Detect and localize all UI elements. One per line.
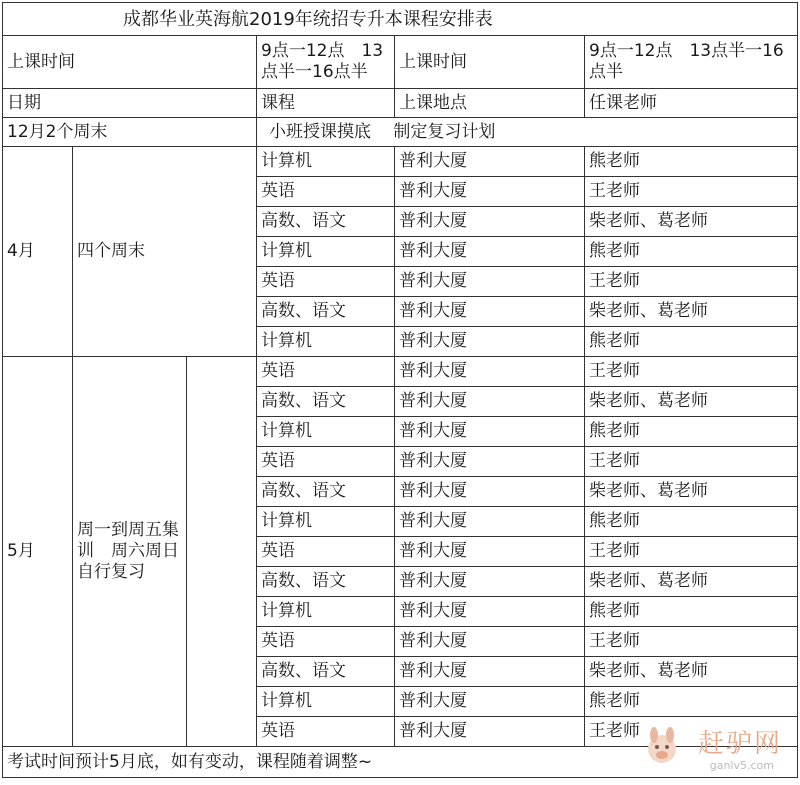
course-cell: 英语: [257, 267, 395, 297]
location-cell: 普利大厦: [395, 267, 585, 297]
teacher-cell: 柴老师、葛老师: [585, 477, 798, 507]
schedule-table: [2, 2, 798, 778]
teacher-cell: 柴老师、葛老师: [585, 207, 798, 237]
december-note: 小班授课摸底 制定复习计划: [257, 118, 798, 147]
location-cell: 普利大厦: [395, 477, 585, 507]
course-cell: 英语: [257, 447, 395, 477]
location-cell: 普利大厦: [395, 177, 585, 207]
course-row: [3, 147, 798, 177]
teacher-cell: 熊老师: [585, 147, 798, 177]
course-cell: 计算机: [257, 507, 395, 537]
teacher-cell: 熊老师: [585, 237, 798, 267]
teacher-cell: 王老师: [585, 627, 798, 657]
empty-cell: [187, 357, 257, 747]
location-cell: 普利大厦: [395, 597, 585, 627]
course-cell: 英语: [257, 177, 395, 207]
header-row-time: [3, 36, 798, 89]
teacher-column-header: 任课老师: [585, 89, 798, 118]
course-cell: 高数、语文: [257, 567, 395, 597]
course-cell: 英语: [257, 537, 395, 567]
location-cell: 普利大厦: [395, 687, 585, 717]
class-time-label: 上课时间: [3, 36, 257, 89]
date-column-header: 日期: [3, 89, 257, 118]
course-cell: 高数、语文: [257, 657, 395, 687]
teacher-cell: 柴老师、葛老师: [585, 567, 798, 597]
course-row: [3, 357, 798, 387]
teacher-cell: 熊老师: [585, 687, 798, 717]
watermark: [642, 721, 792, 781]
teacher-cell: 熊老师: [585, 327, 798, 357]
location-cell: 普利大厦: [395, 537, 585, 567]
month-cell: 5月: [3, 357, 73, 747]
schedule-sheet: [2, 2, 797, 782]
location-cell: 普利大厦: [395, 447, 585, 477]
location-cell: 普利大厦: [395, 657, 585, 687]
donkey-logo-icon: [642, 727, 682, 767]
teacher-cell: 柴老师、葛老师: [585, 657, 798, 687]
course-cell: 高数、语文: [257, 297, 395, 327]
period-cell: 四个周末: [73, 147, 257, 357]
location-cell: 普利大厦: [395, 207, 585, 237]
location-cell: 普利大厦: [395, 567, 585, 597]
location-cell: 普利大厦: [395, 627, 585, 657]
course-cell: 计算机: [257, 687, 395, 717]
course-cell: 高数、语文: [257, 207, 395, 237]
time-slots: 9点一12点 13点半一16点半: [257, 36, 395, 89]
location-cell: 普利大厦: [395, 237, 585, 267]
course-cell: 计算机: [257, 597, 395, 627]
location-cell: 普利大厦: [395, 387, 585, 417]
page-title: 成都华业英海航2019年统招专升本课程安排表: [3, 3, 798, 36]
location-cell: 普利大厦: [395, 507, 585, 537]
location-cell: 普利大厦: [395, 297, 585, 327]
teacher-cell: 柴老师、葛老师: [585, 297, 798, 327]
teacher-cell: 王老师: [585, 717, 798, 747]
location-cell: 普利大厦: [395, 417, 585, 447]
course-cell: 计算机: [257, 147, 395, 177]
course-column-header: 课程: [257, 89, 395, 118]
teacher-cell: 熊老师: [585, 597, 798, 627]
teacher-cell: 王老师: [585, 177, 798, 207]
location-cell: 普利大厦: [395, 717, 585, 747]
course-cell: 英语: [257, 717, 395, 747]
teacher-cell: 王老师: [585, 357, 798, 387]
footer-note: 考试时间预计5月底，如有变动，课程随着调整~: [3, 747, 798, 778]
course-cell: 英语: [257, 627, 395, 657]
course-cell: 计算机: [257, 417, 395, 447]
header-row-columns: [3, 89, 798, 118]
course-cell: 计算机: [257, 327, 395, 357]
time-slots-2: 9点一12点 13点半一16点半: [585, 36, 798, 89]
teacher-cell: 王老师: [585, 267, 798, 297]
teacher-cell: 熊老师: [585, 417, 798, 447]
watermark-text: 赶驴网: [697, 729, 782, 759]
teacher-cell: 王老师: [585, 447, 798, 477]
location-column-header: 上课地点: [395, 89, 585, 118]
teacher-cell: 王老师: [585, 537, 798, 567]
december-date: 12月2个周末: [3, 118, 257, 147]
location-cell: 普利大厦: [395, 357, 585, 387]
course-cell: 高数、语文: [257, 387, 395, 417]
location-cell: 普利大厦: [395, 327, 585, 357]
location-cell: 普利大厦: [395, 147, 585, 177]
watermark-url: ganlv5.com: [709, 759, 774, 772]
course-cell: 计算机: [257, 237, 395, 267]
course-cell: 高数、语文: [257, 477, 395, 507]
period-cell: 周一到周五集训 周六周日自行复习: [73, 357, 187, 747]
teacher-cell: 熊老师: [585, 507, 798, 537]
december-row: [3, 118, 798, 147]
teacher-cell: 柴老师、葛老师: [585, 387, 798, 417]
title-row: [3, 3, 798, 36]
course-cell: 英语: [257, 357, 395, 387]
month-cell: 4月: [3, 147, 73, 357]
class-time-label-2: 上课时间: [395, 36, 585, 89]
